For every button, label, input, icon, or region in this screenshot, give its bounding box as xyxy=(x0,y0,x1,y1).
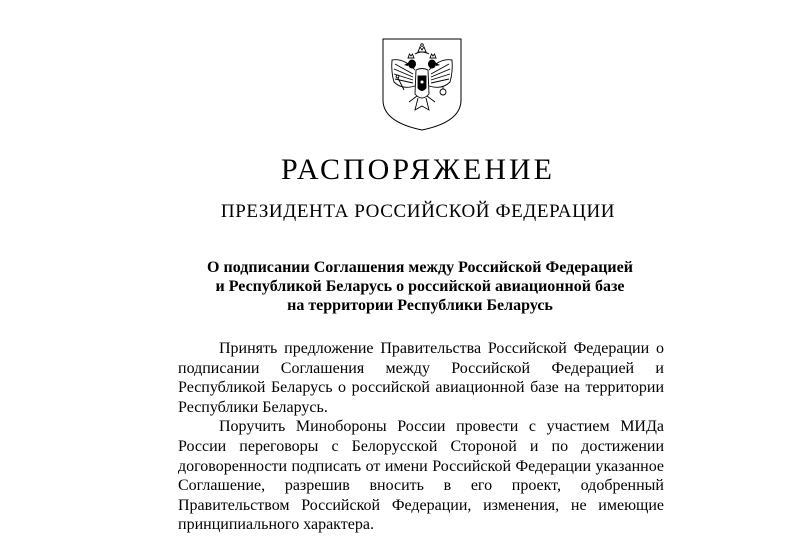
heading-line: и Республикой Беларусь о российской авиационной базе xyxy=(215,278,625,295)
document-title: РАСПОРЯЖЕНИЕ xyxy=(280,153,556,186)
document-body xyxy=(178,339,664,535)
body-paragraph: Поручить Минобороны России провести с участием МИДа России переговоры с Белорусской Стороной и по достижении договоренности подписать от имени Российской Федерации указанное Соглашение, разрешив вносить в его проект, одобренный Правительством Российской Федерации, изменения, не имеющие принципиального характера. xyxy=(178,418,664,534)
heading-line: О подписании Соглашения между Российской Федерацией xyxy=(207,259,633,276)
document-subtitle: ПРЕЗИДЕНТА РОССИЙСКОЙ ФЕДЕРАЦИИ xyxy=(220,201,616,222)
double-headed-eagle-coat-of-arms-icon xyxy=(382,38,462,131)
body-paragraph: Принять предложение Правительства Российской Федерации о подписании Соглашения между Российской Федерацией и Республикой Беларусь о российской авиационной базе на территории Республики Беларусь. xyxy=(178,340,664,416)
heading-line: на территории Республики Беларусь xyxy=(287,297,553,314)
document-heading xyxy=(160,258,680,315)
